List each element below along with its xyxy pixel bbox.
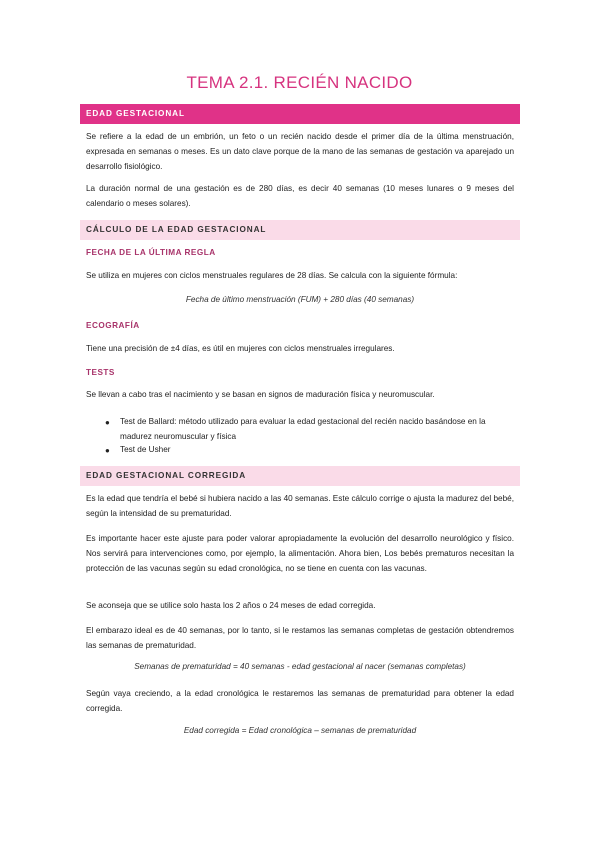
formula-prematuridad: Semanas de prematuridad = 40 semanas - edad gestacional al nacer (semanas completas) [134, 662, 466, 671]
subheading-ecografia: ECOGRAFÍA [86, 321, 140, 330]
paragraph-ecografia: Tiene una precisión de ±4 días, es útil en mujeres con ciclos menstruales irregulares. [86, 344, 395, 353]
paragraph-hasta-24-meses: Se aconseja que se utilice solo hasta los 2 años o 24 meses de edad corregida. [86, 601, 376, 610]
section-heading-calculo: CÁLCULO DE LA EDAD GESTACIONAL [80, 220, 520, 240]
formula-fur: Fecha de último menstruación (FUM) + 280 días (40 semanas) [185, 295, 415, 304]
document-title: TEMA 2.1. RECIÉN NACIDO [186, 73, 413, 92]
section-heading-corregida: EDAD GESTACIONAL CORREGIDA [80, 466, 520, 486]
subheading-tests: TESTS [86, 368, 115, 377]
paragraph-embarazo-ideal: El embarazo ideal es de 40 semanas, por lo tanto, si le restamos las semanas completas de gestación obtendremos las semanas de prematuridad. [86, 626, 514, 650]
formula-edad-corregida: Edad corregida = Edad cronológica – semanas de prematuridad [183, 726, 417, 735]
paragraph-crecimiento: Según vaya creciendo, a la edad cronológica le restaremos las semanas de prematuridad para obtener la edad corregida. [86, 689, 514, 713]
bullet-icon: ● [105, 446, 110, 455]
paragraph-duracion: La duración normal de una gestación es de 280 días, es decir 40 semanas (10 meses lunares o 9 meses del calendario o meses solares). [86, 184, 514, 208]
paragraph-definicion: Se refiere a la edad de un embrión, un feto o un recién nacido desde el primer día de la última menstruación, expresada en semanas o meses. Es un dato clave porque de la mano de las semanas de gestación va aparejado un desarrollo fisiológico. [86, 132, 514, 171]
list-item-usher: Test de Usher [120, 445, 171, 454]
paragraph-corregida-definicion: Es la edad que tendría el bebé si hubiera nacido a las 40 semanas. Este cálculo corrige o ajusta la madurez del bebé, según la intensidad de su prematuridad. [86, 494, 514, 518]
subheading-fur: FECHA DE LA ÚLTIMA REGLA [86, 248, 216, 257]
section-heading-edad-gestacional: EDAD GESTACIONAL [80, 104, 520, 124]
paragraph-fur: Se utiliza en mujeres con ciclos menstruales regulares de 28 días. Se calcula con la siguiente fórmula: [86, 271, 458, 280]
paragraph-tests: Se llevan a cabo tras el nacimiento y se basan en signos de maduración física y neuromuscular. [86, 390, 435, 399]
list-item-ballard: Test de Ballard: método utilizado para evaluar la edad gestacional del recién nacido basándose en la madurez neuromuscular y física [120, 417, 486, 441]
bullet-icon: ● [105, 418, 110, 427]
paragraph-ajuste: Es importante hacer este ajuste para poder valorar apropiadamente la evolución del desarrollo neurológico y físico. Nos servirá para intervenciones como, por ejemplo, la alimentación. Ahora bien, Los bebés prematuros necesitan la protección de las vacunas según su edad cronológica, no se tiene en cuenta con las vacunas. [86, 534, 514, 573]
